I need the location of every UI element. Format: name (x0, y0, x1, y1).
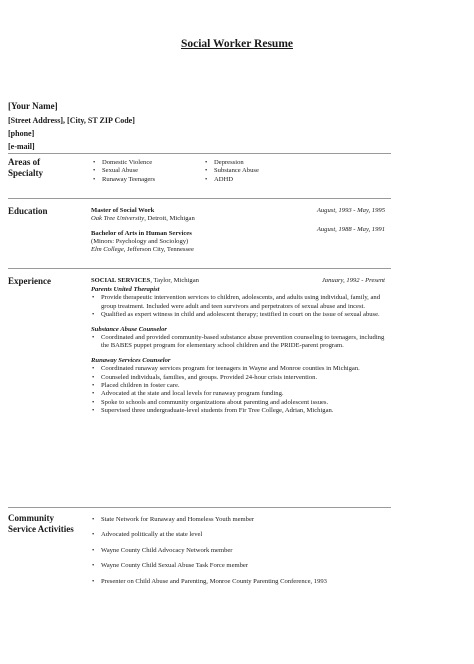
list-item: • Runaway Teenagers (93, 175, 156, 183)
section-divider (8, 153, 391, 154)
list-item: • Wayne County Child Sexual Abuse Task Force member (92, 562, 249, 570)
contact-address: [Street Address], [City, ST ZIP Code] (8, 116, 135, 125)
list-item: • ADHD (205, 175, 234, 183)
employer: SOCIAL SERVICES, Taylor, Michigan (91, 277, 199, 284)
list-item: • Placed children in foster care. (92, 382, 180, 390)
specialty-list-1 (92, 159, 202, 184)
section-divider (8, 507, 391, 508)
section-heading-community: Community Service Activities (8, 513, 74, 534)
list-item: • Substance Abuse (205, 167, 259, 175)
section-heading-experience: Experience (8, 276, 51, 286)
school-2: Elm College, Jefferson City, Tennessee (91, 246, 194, 253)
resume-title: Social Worker Resume (180, 38, 293, 50)
contact-name: [Your Name] (8, 101, 58, 111)
role-title: Parents United Therapist (91, 286, 160, 293)
section-divider (8, 268, 391, 269)
list-item: • Supervised three undergraduate-level students from Fir Tree College, Adrian, Michigan. (92, 407, 334, 415)
list-item: • Coordinated runaway services program for teenagers in Wayne and Monroe counties in Michigan. (92, 365, 360, 373)
list-item: • Advocated politically at the state level (92, 531, 203, 539)
experience-roles (91, 286, 386, 416)
list-item: • Depression (205, 159, 244, 166)
specialty-list-2 (204, 159, 314, 184)
list-item: • Domestic Violence (93, 159, 153, 166)
role-title: Substance Abuse Counselor (91, 325, 167, 333)
experience-dates: January, 1992 - Present (321, 277, 385, 284)
education-dates-2: August, 1988 - May, 1991 (316, 226, 385, 233)
list-item: • Sexual Abuse (93, 167, 139, 175)
contact-email: [e-mail] (8, 142, 35, 151)
list-item: • Advocated at the state and local levels for runaway program funding. (92, 390, 284, 398)
role-bullets (91, 334, 386, 351)
section-heading-education: Education (8, 206, 48, 216)
list-item: • Qualified as expert witness in child and adolescent therapy; testified in court on the issue of sexual abuse. (92, 311, 380, 319)
role-bullets (91, 365, 386, 415)
role-title: Runaway Services Counselor (91, 356, 171, 364)
contact-phone: [phone] (8, 129, 35, 138)
list-item: • State Network for Runaway and Homeless Youth member (92, 516, 255, 523)
minor-2: (Minors: Psychology and Sociology) (91, 238, 189, 245)
section-heading-specialty: Areas of Specialty (8, 157, 43, 178)
degree-1: Master of Social Work (91, 207, 155, 214)
education-dates-1: August, 1993 - May, 1995 (316, 207, 385, 214)
list-item: • Spoke to schools and community organizations about parenting and adolescent issues. (92, 398, 329, 406)
role-bullets (91, 294, 386, 319)
community-list (91, 516, 386, 586)
list-item: • Provide therapeutic intervention services to children, adolescents, and adults using individual, family, and group treatment. Included were adult and teen survivors and perpetrators of sexual abuse and incest. (92, 294, 381, 310)
school-1: Oak Tree University, Detroit, Michigan (91, 215, 195, 222)
degree-2: Bachelor of Arts in Human Services (91, 230, 192, 237)
list-item: • Presenter on Child Abuse and Parenting, Monroe County Parenting Conference, 1993 (92, 577, 327, 585)
list-item: • Counseled individuals, families, and groups. Provided 24-hour crisis intervention. (92, 373, 318, 381)
list-item: • Coordinated and provided community-based substance abuse prevention counseling to teenagers, including the BABES puppet program for elementary school children and the PRIDE-parent program. (92, 334, 385, 350)
section-divider (8, 198, 391, 199)
list-item: • Wayne County Child Advocacy Network member (92, 546, 233, 554)
